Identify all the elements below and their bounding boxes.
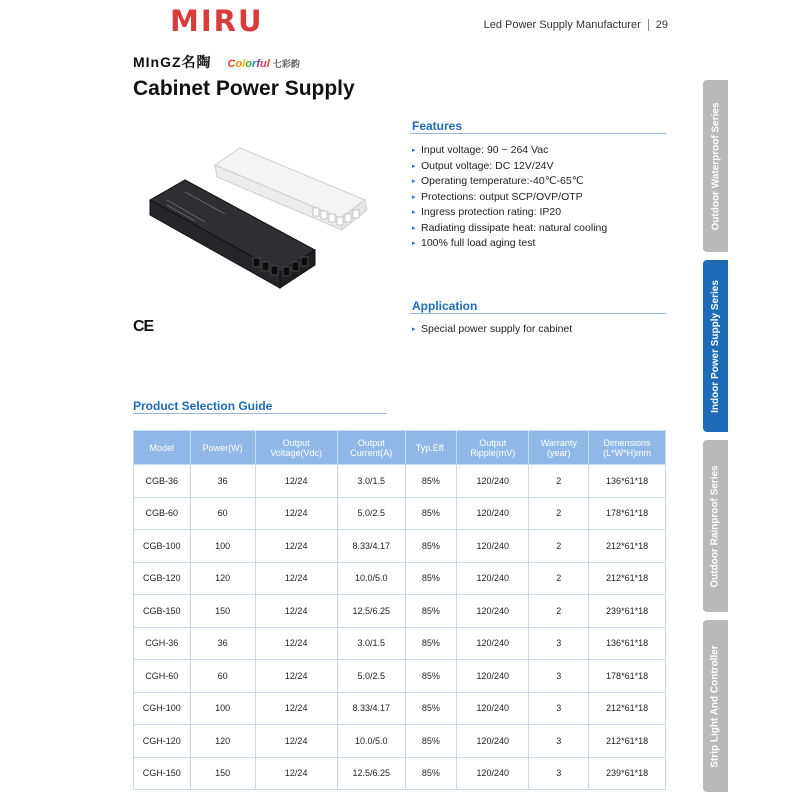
table-cell: 150 — [190, 757, 255, 790]
table-cell: 85% — [405, 562, 456, 595]
table-cell: 3 — [529, 692, 589, 725]
table-header-cell: Output Voltage(Vdc) — [255, 431, 337, 465]
table-cell: 5.0/2.5 — [337, 497, 405, 530]
mingz-brand-logo: MInGZ名陶 — [133, 54, 212, 70]
application-item — [412, 322, 572, 338]
feature-item-text: Operating temperature:-40℃-65℃ — [421, 175, 584, 187]
bullet-icon: ▸ — [412, 224, 416, 232]
table-cell: CGB-36 — [134, 465, 191, 498]
table-cell: 2 — [529, 595, 589, 628]
table-row — [134, 465, 666, 498]
table-cell: 178*61*18 — [589, 660, 666, 693]
table-cell: CGH-100 — [134, 692, 191, 725]
table-cell: CGB-60 — [134, 497, 191, 530]
table-cell: 85% — [405, 595, 456, 628]
page-number: 29 — [655, 19, 668, 31]
table-cell: 12/24 — [255, 757, 337, 790]
table-cell: 2 — [529, 530, 589, 563]
side-tab-outdoor-waterproof[interactable] — [703, 80, 728, 252]
table-cell: 120 — [190, 562, 255, 595]
table-cell: 8.33/4.17 — [337, 692, 405, 725]
table-header-row — [134, 431, 666, 465]
table-cell: CGB-150 — [134, 595, 191, 628]
header-divider — [648, 19, 649, 31]
features-title: Features — [412, 119, 463, 133]
table-cell: 2 — [529, 465, 589, 498]
side-tab-label: Outdoor Waterproof Series — [710, 102, 722, 230]
table-cell: 120/240 — [457, 757, 529, 790]
table-row — [134, 595, 666, 628]
table-cell: 60 — [190, 660, 255, 693]
brand-row — [133, 52, 300, 72]
table-row — [134, 530, 666, 563]
table-cell: 12/24 — [255, 660, 337, 693]
table-cell: 12/24 — [255, 627, 337, 660]
table-header-cell: Model — [134, 431, 191, 465]
guide-title: Product Selection Guide — [133, 399, 273, 413]
table-cell: 150 — [190, 595, 255, 628]
table-row — [134, 660, 666, 693]
table-cell: 85% — [405, 530, 456, 563]
guide-divider — [133, 413, 387, 414]
bullet-icon: ▸ — [412, 193, 416, 201]
application-divider — [410, 313, 666, 314]
side-tab-indoor-power-supply[interactable] — [703, 260, 728, 432]
table-cell: 120/240 — [457, 562, 529, 595]
feature-item — [412, 143, 607, 159]
table-cell: 120/240 — [457, 627, 529, 660]
table-header-cell: Typ.Eff. — [405, 431, 456, 465]
miru-logo: MIRU — [170, 4, 264, 38]
bullet-icon: ▸ — [412, 209, 416, 216]
table-cell: 10.0/5.0 — [337, 725, 405, 758]
feature-item — [412, 236, 607, 252]
table-cell: 12.5/6.25 — [337, 757, 405, 790]
feature-item — [412, 159, 607, 175]
feature-item — [412, 205, 607, 221]
table-row — [134, 627, 666, 660]
product-image — [145, 140, 385, 310]
table-cell: 120/240 — [457, 530, 529, 563]
table-cell: 212*61*18 — [589, 530, 666, 563]
table-cell: 85% — [405, 725, 456, 758]
features-list — [412, 143, 607, 252]
feature-item-text: Input voltage: 90 ~ 264 Vac — [421, 144, 549, 156]
table-cell: 212*61*18 — [589, 725, 666, 758]
table-cell: 120/240 — [457, 692, 529, 725]
table-cell: 120/240 — [457, 660, 529, 693]
feature-item-text: Radiating dissipate heat: natural cooling — [421, 221, 608, 234]
table-cell: 36 — [190, 465, 255, 498]
table-cell: 136*61*18 — [589, 627, 666, 660]
table-cell: 60 — [190, 497, 255, 530]
table-cell: 12/24 — [255, 595, 337, 628]
table-cell: 136*61*18 — [589, 465, 666, 498]
table-cell: 85% — [405, 627, 456, 660]
table-cell: 12/24 — [255, 465, 337, 498]
table-cell: 3 — [529, 660, 589, 693]
table-cell: CGB-120 — [134, 562, 191, 595]
table-cell: CGH-120 — [134, 725, 191, 758]
feature-item-text: Ingress protection rating: IP20 — [421, 206, 562, 218]
table-cell: 85% — [405, 692, 456, 725]
bullet-icon: ▸ — [412, 147, 416, 154]
table-header-cell: Output Current(A) — [337, 431, 405, 465]
colorful-brand-text: Colorful — [227, 58, 270, 70]
table-cell: 12/24 — [255, 725, 337, 758]
colorful-brand-logo — [228, 57, 300, 70]
header-info — [484, 19, 668, 31]
table-cell: 2 — [529, 497, 589, 530]
table-row — [134, 562, 666, 595]
feature-item-text: Output voltage: DC 12V/24V — [421, 159, 554, 172]
table-cell: 12.5/6.25 — [337, 595, 405, 628]
table-cell: 120/240 — [457, 725, 529, 758]
table-cell: 212*61*18 — [589, 692, 666, 725]
table-cell: 3.0/1.5 — [337, 627, 405, 660]
table-cell: 3 — [529, 627, 589, 660]
table-cell: 239*61*18 — [589, 595, 666, 628]
bullet-icon: ▸ — [412, 240, 416, 247]
feature-item — [412, 174, 607, 190]
table-cell: 120/240 — [457, 465, 529, 498]
table-cell: 3.0/1.5 — [337, 465, 405, 498]
table-cell: 85% — [405, 757, 456, 790]
product-selection-table — [133, 430, 666, 790]
header-tagline: Led Power Supply Manufacturer — [483, 19, 641, 31]
features-divider — [410, 133, 666, 134]
bullet-icon: ▸ — [412, 162, 416, 170]
table-header-cell: Output Ripple(mV) — [457, 431, 529, 465]
table-cell: CGB-100 — [134, 530, 191, 563]
table-cell: 85% — [405, 465, 456, 498]
ce-mark: CE — [133, 318, 154, 335]
table-cell: 212*61*18 — [589, 562, 666, 595]
table-cell: 100 — [190, 530, 255, 563]
table-header-cell: Warranty (year) — [529, 431, 589, 465]
colorful-brand-sub: 七彩韵 — [272, 59, 300, 69]
table-cell: 36 — [190, 627, 255, 660]
page-title: Cabinet Power Supply — [133, 77, 355, 100]
feature-item-text: 100% full load aging test — [421, 237, 536, 249]
table-body — [134, 465, 666, 790]
table-cell: 239*61*18 — [589, 757, 666, 790]
table-cell: 12/24 — [255, 497, 337, 530]
side-tab-outdoor-rainproof[interactable] — [703, 440, 728, 612]
feature-item — [412, 190, 607, 206]
table-header-cell: Dimensions (L*W*H)mm — [589, 431, 666, 465]
table-header-cell: Power(W) — [190, 431, 255, 465]
bullet-icon: ▸ — [412, 326, 416, 333]
feature-item-text: Protections: output SCP/OVP/OTP — [421, 190, 583, 203]
table-cell: CGH-36 — [134, 627, 191, 660]
table-row — [134, 757, 666, 790]
application-item-text: Special power supply for cabinet — [421, 323, 573, 335]
table-cell: 120/240 — [457, 595, 529, 628]
side-tab-label: Indoor Power Supply Series — [710, 279, 721, 413]
table-cell: 12/24 — [255, 562, 337, 595]
table-cell: 85% — [405, 497, 456, 530]
table-row — [134, 692, 666, 725]
table-cell: 8.33/4.17 — [337, 530, 405, 563]
table-cell: 2 — [529, 562, 589, 595]
table-cell: 5.0/2.5 — [337, 660, 405, 693]
side-tab-label: Outdoor Rainproof Series — [710, 464, 722, 588]
table-cell: 12/24 — [255, 692, 337, 725]
table-cell: CGH-60 — [134, 660, 191, 693]
bullet-icon: ▸ — [412, 178, 416, 185]
table-cell: 12/24 — [255, 530, 337, 563]
application-title: Application — [412, 299, 478, 313]
table-row — [134, 497, 666, 530]
table-cell: 10.0/5.0 — [337, 562, 405, 595]
application-list — [412, 322, 572, 338]
table-cell: 85% — [405, 660, 456, 693]
table-cell: 3 — [529, 725, 589, 758]
table-cell: CGH-150 — [134, 757, 191, 790]
table-cell: 3 — [529, 757, 589, 790]
table-row — [134, 725, 666, 758]
table-cell: 120 — [190, 725, 255, 758]
table-cell: 178*61*18 — [589, 497, 666, 530]
table-cell: 120/240 — [457, 497, 529, 530]
side-tab-strip-light-controller[interactable] — [703, 620, 728, 792]
table-cell: 100 — [190, 692, 255, 725]
feature-item — [412, 221, 607, 237]
side-tab-label: Strip Light And Controller — [710, 644, 721, 768]
